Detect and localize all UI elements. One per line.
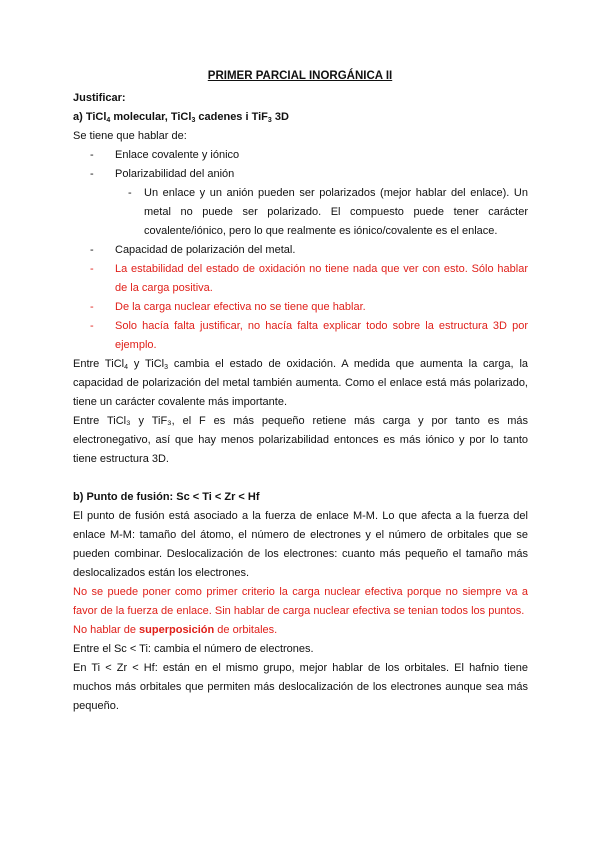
list-item: - Capacidad de polarización del metal.	[73, 241, 528, 260]
paragraph: Entre TiCl₃ y TiF₃, el F es más pequeño retiene más carga y por tanto es más electronegativo, así que hay menos polarizabilidad entonces es más iónico y por lo tanto tiene estructura 3D.	[73, 415, 528, 465]
correction-note: No hablar de superposición de orbitales.	[73, 624, 278, 636]
paragraph: Entre el Sc < Ti: cambia el número de electrones.	[73, 643, 314, 655]
correction-note: No se puede poner como primer criterio la carga nuclear efectiva porque no siempre va a favor de la fuerza de enlace. Sin hablar de carga nuclear efectiva se tenian todos los puntos.	[73, 586, 528, 617]
emphasis: superposición	[139, 624, 215, 636]
paragraph: El punto de fusión está asociado a la fuerza de enlace M-M. Lo que afecta a la fuerza del enlace M-M: tamaño del átomo, el número de electrones y el número de orbitales que se pueden combinar. Deslocalización de los electrones: cuanto más pequeño el tamaño más deslocalizados están los electrones.	[73, 510, 528, 579]
list-item: - Enlace covalente y iónico	[73, 146, 528, 165]
correction-note: - Solo hacía falta justificar, no hacía falta explicar todo sobre la estructura 3D por ejemplo.	[73, 317, 528, 355]
spacer	[73, 469, 528, 488]
document-body	[73, 89, 528, 716]
correction-note: - De la carga nuclear efectiva no se tiene que hablar.	[73, 298, 528, 317]
correction-note: - La estabilidad del estado de oxidación no tiene nada que ver con esto. Sólo hablar de la carga positiva.	[73, 260, 528, 298]
section-a-heading: a) TiCl$_4$ molecular, TiCl$_3$ cadenes i TiF$_3$ 3D	[73, 111, 289, 124]
section-a-intro: Se tiene que hablar de:	[73, 130, 187, 142]
justificar-label: Justificar:	[73, 92, 126, 104]
paragraph: Entre TiCl$_4$ y TiCl$_3$ cambia el estado de oxidación. A medida que aumenta la carga, la capacidad de polarización del metal también aumenta. Como el enlace está más polarizado, tiene un carácter covalente más importante.	[73, 358, 529, 408]
paragraph: En Ti < Zr < Hf: están en el mismo grupo, mejor hablar de los orbitales. El hafnio tiene muchos más orbitales que permiten más deslocalización de los electrones aunque sea más pequeño.	[73, 662, 528, 712]
sub-list-item: - Un enlace y un anión pueden ser polarizados (mejor hablar del enlace). Un metal no puede ser polarizado. El compuesto puede tener carácter covalente/iónico, pero lo que realmente es iónico/covalente es el enlace.	[73, 184, 528, 241]
list-item: - Polarizabilidad del anión	[73, 165, 528, 184]
page-title: PRIMER PARCIAL INORGÁNICA II	[207, 70, 393, 82]
section-b-heading: b) Punto de fusión: Sc < Ti < Zr < Hf	[73, 491, 260, 503]
